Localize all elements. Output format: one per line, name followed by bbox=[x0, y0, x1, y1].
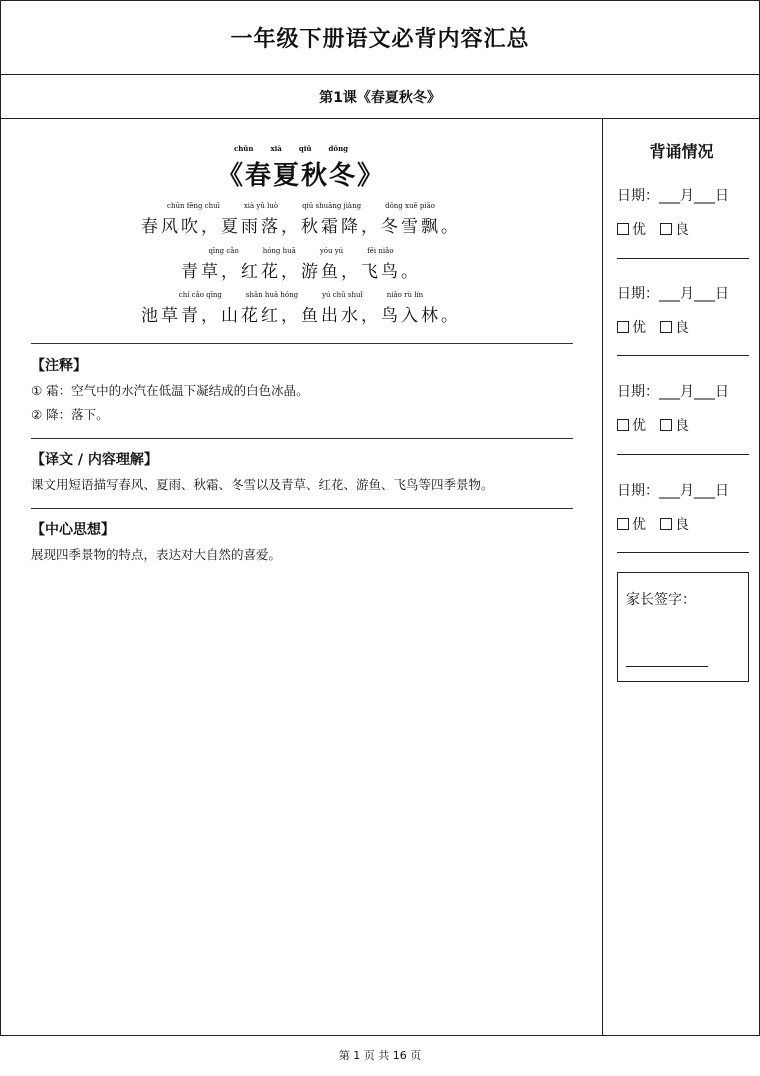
pinyin: niǎo rù lín bbox=[386, 291, 424, 299]
page-title: 一年级下册语文必背内容汇总 bbox=[230, 27, 530, 52]
divider bbox=[31, 508, 573, 509]
divider bbox=[617, 552, 749, 553]
theme-heading: 【中心思想】 bbox=[31, 522, 115, 538]
pinyin: fēi niǎo bbox=[367, 247, 394, 255]
title-row bbox=[1, 1, 759, 75]
option-good[interactable] bbox=[617, 514, 646, 534]
translation-text: 课文用短语描写春风、夏雨、秋霜、冬雪以及青草、红花、游鱼、飞鸟等四季景物。 bbox=[31, 477, 494, 492]
option-label: 优 bbox=[632, 418, 646, 434]
title-pinyin bbox=[0, 144, 601, 153]
pinyin: chūn bbox=[233, 144, 254, 153]
divider bbox=[617, 355, 749, 356]
pinyin: dōng xuě piāo bbox=[385, 202, 435, 210]
page-footer: 第 1 页 共 16 页 bbox=[338, 1049, 422, 1062]
recitation-entry bbox=[617, 283, 749, 337]
poem-title: 《春夏秋冬》 bbox=[216, 161, 385, 191]
option-label: 优 bbox=[632, 320, 646, 336]
pinyin: xià bbox=[270, 144, 282, 153]
poem-line-text: 青草，红花，游鱼，飞鸟。 bbox=[181, 262, 421, 282]
option-label: 良 bbox=[675, 320, 689, 336]
option-good[interactable] bbox=[617, 219, 646, 239]
pinyin: xià yǔ luò bbox=[243, 202, 279, 210]
translation-heading: 【译文 / 内容理解】 bbox=[31, 452, 158, 468]
note-item: ② 降：落下。 bbox=[31, 407, 109, 422]
option-label: 良 bbox=[675, 222, 689, 238]
content-column bbox=[1, 119, 601, 1035]
checkbox-icon[interactable] bbox=[660, 223, 672, 235]
recitation-entry bbox=[617, 381, 749, 435]
pinyin: hóng huā bbox=[262, 247, 296, 255]
checkbox-icon[interactable] bbox=[660, 419, 672, 431]
pinyin: qiū bbox=[298, 144, 312, 153]
theme-text: 展现四季景物的特点，表达对大自然的喜爱。 bbox=[31, 547, 282, 562]
checkbox-icon[interactable] bbox=[660, 518, 672, 530]
divider bbox=[617, 258, 749, 259]
date-field[interactable]: 日期：___月___日 bbox=[617, 286, 729, 302]
lesson-title: 第1课《春夏秋冬》 bbox=[319, 89, 441, 106]
signature-line bbox=[626, 666, 708, 667]
lesson-row bbox=[1, 75, 759, 119]
poem-line bbox=[1, 202, 601, 237]
parent-signature-box[interactable] bbox=[617, 572, 749, 682]
divider bbox=[31, 438, 573, 439]
option-label: 优 bbox=[632, 222, 646, 238]
pinyin: dōng bbox=[328, 144, 349, 153]
recitation-heading: 背诵情况 bbox=[649, 142, 714, 161]
checkbox-icon[interactable] bbox=[617, 223, 629, 235]
option-fine[interactable] bbox=[660, 415, 689, 435]
pinyin: chūn fēng chuī bbox=[167, 202, 220, 210]
divider bbox=[31, 343, 573, 344]
option-good[interactable] bbox=[617, 415, 646, 435]
note-item: ① 霜：空气中的水汽在低温下凝结成的白色冰晶。 bbox=[31, 383, 309, 398]
option-label: 优 bbox=[632, 517, 646, 533]
recitation-entry bbox=[617, 480, 749, 534]
poem-line bbox=[1, 291, 601, 326]
option-fine[interactable] bbox=[660, 514, 689, 534]
checkbox-icon[interactable] bbox=[617, 518, 629, 530]
pinyin: shān huā hóng bbox=[245, 291, 299, 299]
checkbox-icon[interactable] bbox=[617, 419, 629, 431]
signature-label: 家长签字： bbox=[626, 592, 696, 608]
pinyin: qīng cǎo bbox=[208, 247, 239, 255]
option-good[interactable] bbox=[617, 317, 646, 337]
pinyin: yóu yú bbox=[319, 247, 344, 255]
option-fine[interactable] bbox=[660, 317, 689, 337]
checkbox-icon[interactable] bbox=[660, 321, 672, 333]
date-field[interactable]: 日期：___月___日 bbox=[617, 483, 729, 499]
option-label: 良 bbox=[675, 517, 689, 533]
poem-line-text: 池草青，山花红，鱼出水，鸟入林。 bbox=[141, 306, 461, 326]
pinyin: chí cǎo qīng bbox=[178, 291, 222, 299]
option-fine[interactable] bbox=[660, 219, 689, 239]
option-label: 良 bbox=[675, 418, 689, 434]
notes-heading: 【注释】 bbox=[31, 358, 87, 374]
date-field[interactable]: 日期：___月___日 bbox=[617, 188, 729, 204]
poem-line bbox=[1, 247, 601, 282]
recitation-entry bbox=[617, 185, 749, 239]
poem-title-block bbox=[1, 144, 601, 192]
divider bbox=[617, 454, 749, 455]
date-field[interactable]: 日期：___月___日 bbox=[617, 384, 729, 400]
checkbox-icon[interactable] bbox=[617, 321, 629, 333]
pinyin: qiū shuāng jiàng bbox=[302, 202, 362, 210]
poem-line-text: 春风吹，夏雨落，秋霜降，冬雪飘。 bbox=[141, 217, 461, 237]
recitation-column bbox=[602, 119, 760, 1035]
pinyin: yú chū shuǐ bbox=[322, 291, 363, 299]
